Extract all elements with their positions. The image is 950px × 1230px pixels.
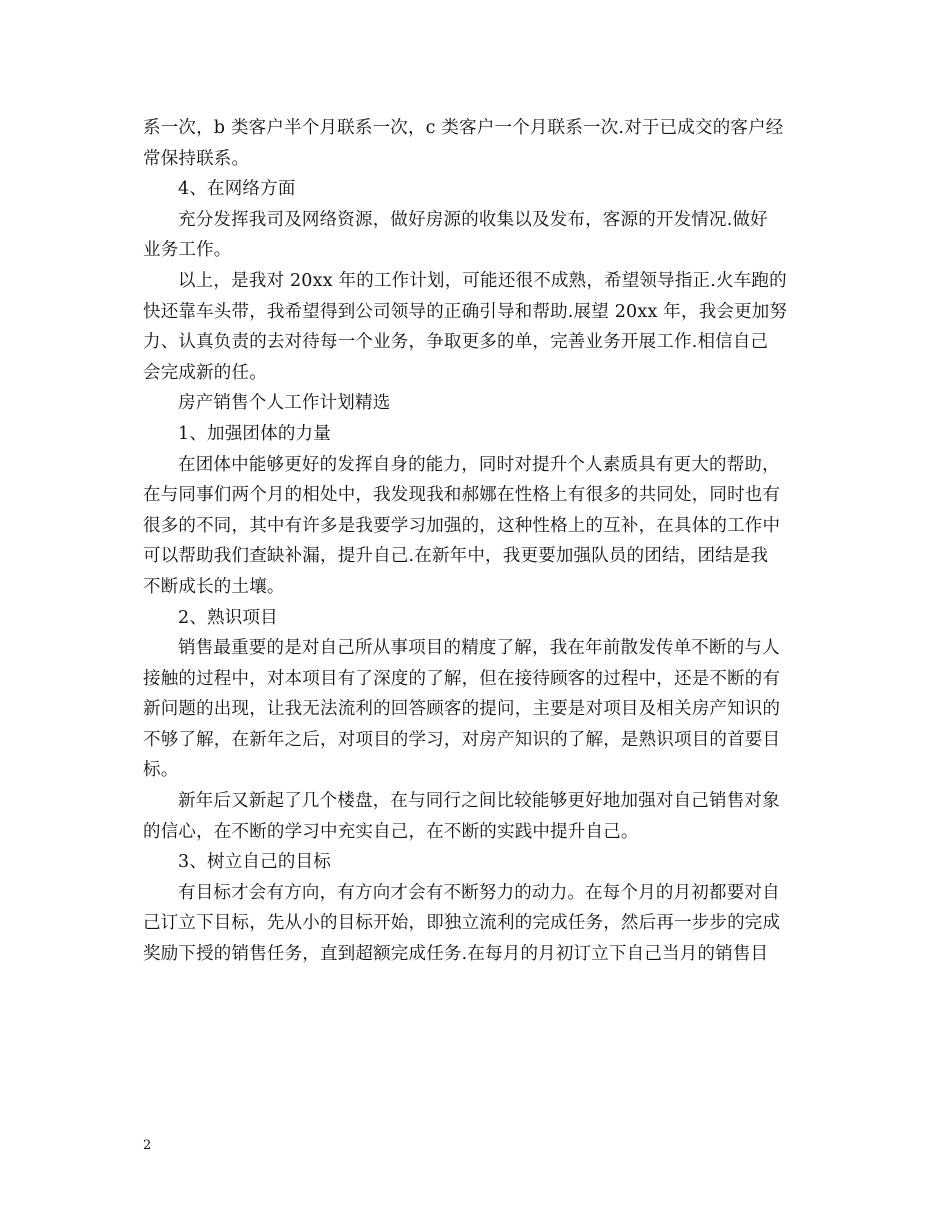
paragraph-line: 新问题的出现，让我无法流利的回答顾客的提问，主要是对项目及相关房产知识的 [143,699,781,720]
paragraph-line: 奖励下授的销售任务，直到超额完成任务.在每月的月初订立下自己当月的销售目 [143,944,769,965]
section-heading: 2、熟识项目 [178,607,278,628]
paragraph-line: 接触的过程中，对本项目有了深度的了解，但在接待顾客的过程中，还是不断的有 [143,668,781,689]
section-heading: 3、树立自己的目标 [178,852,331,873]
paragraph-line: 己订立下目标，先从小的目标开始，即独立流利的完成任务，然后再一步步的完成 [143,913,781,934]
paragraph-line: 在团体中能够更好的发挥自身的能力，同时对提升个人素质具有更大的帮助， [178,454,780,475]
paragraph-line: 快还靠车头带，我希望得到公司领导的正确引导和帮助.展望 20xx 年，我会更加努 [143,301,788,322]
paragraph-line: 充分发挥我司及网络资源，做好房源的收集以及发布，客源的开发情况.做好 [178,209,768,230]
document-body [143,113,813,970]
section-heading: 1、加强团体的力量 [178,423,331,444]
paragraph-line: 系一次，b 类客户半个月联系一次，c 类客户一个月联系一次.对于已成交的客户经 [143,118,784,138]
paragraph-line: 会完成新的任。 [143,362,267,383]
paragraph-line: 的信心，在不断的学习中充实自己，在不断的实践中提升自己。 [143,821,639,842]
paragraph-line: 标。 [143,760,179,781]
paragraph-line: 不断成长的土壤。 [143,576,285,597]
section-heading: 4、在网络方面 [178,179,296,200]
paragraph-line: 在与同事们两个月的相处中，我发现我和郝娜在性格上有很多的共同处，同时也有 [143,485,781,506]
paragraph-line: 有目标才会有方向，有方向才会有不断努力的动力。在每个月的月初都要对自 [178,882,780,903]
paragraph-line: 很多的不同，其中有许多是我要学习加强的，这种性格上的互补，在具体的工作中 [143,515,781,536]
paragraph-line: 销售最重要的是对自己所从事项目的精度了解，我在年前散发传单不断的与人 [178,638,780,659]
paragraph-line: 常保持联系。 [143,148,250,169]
paragraph-line: 新年后又新起了几个楼盘，在与同行之间比较能够更好地加强对自己销售对象 [178,791,780,812]
paragraph-line: 以上，是我对 20xx 年的工作计划，可能还很不成熟，希望领导指正.火车跑的 [178,270,787,291]
paragraph-line: 可以帮助我们查缺补漏，提升自己.在新年中，我更要加强队员的团结，团结是我 [143,546,769,567]
paragraph-line: 业务工作。 [143,240,232,261]
document-title: 房产销售个人工作计划精选 [178,393,391,414]
paragraph-line: 不够了解，在新年之后，对项目的学习，对房产知识的了解，是熟识项目的首要目 [143,729,781,750]
paragraph-line: 力、认真负责的去对待每一个业务，争取更多的单，完善业务开展工作.相信自己 [143,332,769,353]
page-number: 2 [143,1138,152,1153]
